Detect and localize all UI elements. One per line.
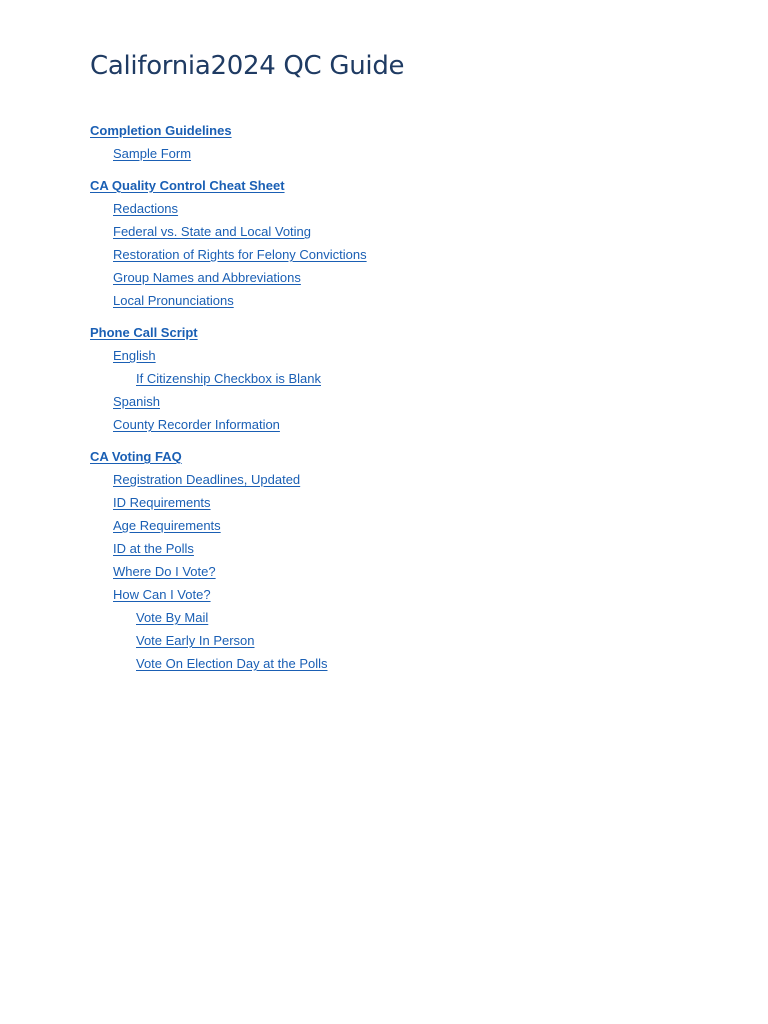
toc-link-where-do-i-vote[interactable]: Where Do I Vote? xyxy=(113,564,216,579)
toc-section-voting-faq xyxy=(90,446,690,676)
toc-link-registration-deadlines[interactable]: Registration Deadlines, Updated xyxy=(113,472,301,487)
toc-link-english[interactable]: English xyxy=(113,348,156,363)
toc-link-vote-by-mail[interactable]: Vote By Mail xyxy=(136,610,209,625)
toc-link-county-recorder-information[interactable]: County Recorder Information xyxy=(113,417,280,432)
toc-link-federal-vs-state-local-voting[interactable]: Federal vs. State and Local Voting xyxy=(113,224,312,239)
toc-link-id-at-the-polls[interactable]: ID at the Polls xyxy=(113,541,194,556)
toc-link-local-pronunciations[interactable]: Local Pronunciations xyxy=(113,293,234,308)
toc-link-id-requirements[interactable]: ID Requirements xyxy=(113,495,211,510)
toc-link-age-requirements[interactable]: Age Requirements xyxy=(113,518,221,533)
toc-link-vote-early-in-person[interactable]: Vote Early In Person xyxy=(136,633,255,648)
toc-link-phone-call-script[interactable]: Phone Call Script xyxy=(90,325,198,340)
toc-link-sample-form[interactable]: Sample Form xyxy=(113,146,192,161)
toc-link-spanish[interactable]: Spanish xyxy=(113,394,160,409)
page-title: California2024 QC Guide xyxy=(90,51,405,81)
toc-link-ca-quality-control-cheat-sheet[interactable]: CA Quality Control Cheat Sheet xyxy=(90,178,285,193)
toc-link-redactions[interactable]: Redactions xyxy=(113,201,179,216)
toc-link-citizenship-checkbox-blank[interactable]: If Citizenship Checkbox is Blank xyxy=(136,371,321,386)
table-of-contents xyxy=(90,120,690,685)
toc-link-ca-voting-faq[interactable]: CA Voting FAQ xyxy=(90,449,182,464)
toc-link-group-names-abbreviations[interactable]: Group Names and Abbreviations xyxy=(113,270,301,285)
toc-link-completion-guidelines[interactable]: Completion Guidelines xyxy=(90,123,232,138)
toc-section-phone-call-script xyxy=(90,322,690,437)
toc-link-restoration-of-rights[interactable]: Restoration of Rights for Felony Convictions xyxy=(113,247,367,262)
toc-section-completion-guidelines xyxy=(90,120,690,166)
toc-section-quality-control-cheat-sheet xyxy=(90,175,690,313)
toc-link-vote-on-election-day[interactable]: Vote On Election Day at the Polls xyxy=(136,656,328,671)
toc-link-how-can-i-vote[interactable]: How Can I Vote? xyxy=(113,587,211,602)
